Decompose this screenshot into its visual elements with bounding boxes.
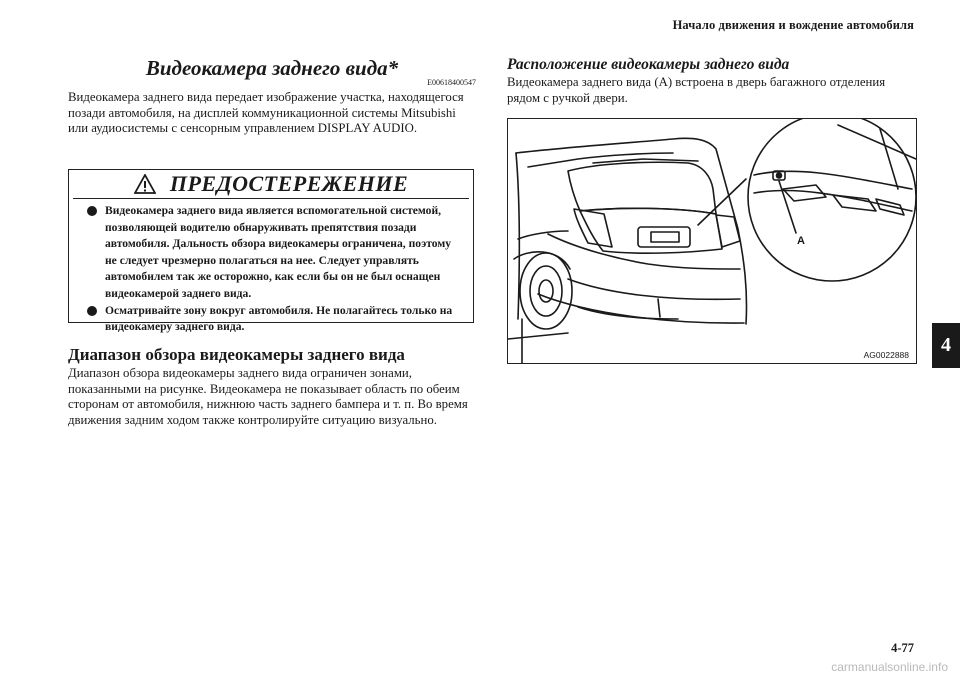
warning-item [83, 203, 465, 303]
warning-box [68, 169, 474, 334]
warning-title: ПРЕДОСТЕРЕЖЕНИЕ [169, 171, 409, 196]
figure-label-a: A [797, 235, 805, 247]
car-rear-illustration [508, 119, 916, 363]
warning-list [69, 203, 473, 336]
left-column [68, 55, 476, 137]
warning-triangle-icon [134, 174, 156, 194]
warning-header [73, 170, 469, 199]
range-paragraph: Диапазон обзора видеокамеры заднего вида ограничен зонами, показанными на рисунке. Видеокамера не показывает область по обеим сторонам от автомобиля, нижнюю часть заднего бампера и т. п. Во время движения задним ходом также контролируйте ситуацию визуально. [68, 366, 468, 427]
camera-location-figure [507, 118, 917, 364]
chapter-header: Начало движения и вождение автомобиля [672, 18, 914, 32]
figure-code: AG0022888 [863, 350, 909, 360]
intro-paragraph: Видеокамера заднего вида передает изображение участка, находящегося позади автомобиля, на дисплей коммуникационной системы Mitsubishi или аудиосистемы с сенсорным управлением DISPLAY AUDIO. [68, 90, 464, 136]
location-paragraph: Видеокамера заднего вида (A) встроена в дверь багажного отделения рядом с ручкой двери. [507, 75, 886, 105]
bullet-icon [87, 306, 97, 316]
range-heading: Диапазон обзора видеокамеры заднего вида [68, 345, 405, 364]
watermark: carmanualsonline.info [831, 660, 948, 674]
page-number: 4-77 [891, 641, 914, 655]
warning-item-text: Осматривайте зону вокруг автомобиля. Не полагайтесь только на видеокамеру заднего вида. [105, 303, 453, 334]
section-code: E00618400547 [427, 78, 476, 87]
chapter-tab: 4 [932, 323, 960, 368]
right-column [507, 55, 917, 106]
warning-item-text: Видеокамера заднего вида является вспомогательной системой, позволяющей водителю обнаруживать препятствия позади автомобиля. Дальность обзора видеокамеры ограничена, поэтому не следует чрезмерно полагаться на нее. Следует управлять автомобилем так же осторожно, как если бы он не был оснащен видеокамерой заднего вида. [105, 204, 452, 300]
warning-item [83, 303, 465, 336]
section-title: Видеокамера заднего вида* [145, 56, 399, 80]
location-heading: Расположение видеокамеры заднего вида [507, 56, 790, 73]
bullet-icon [87, 206, 97, 216]
